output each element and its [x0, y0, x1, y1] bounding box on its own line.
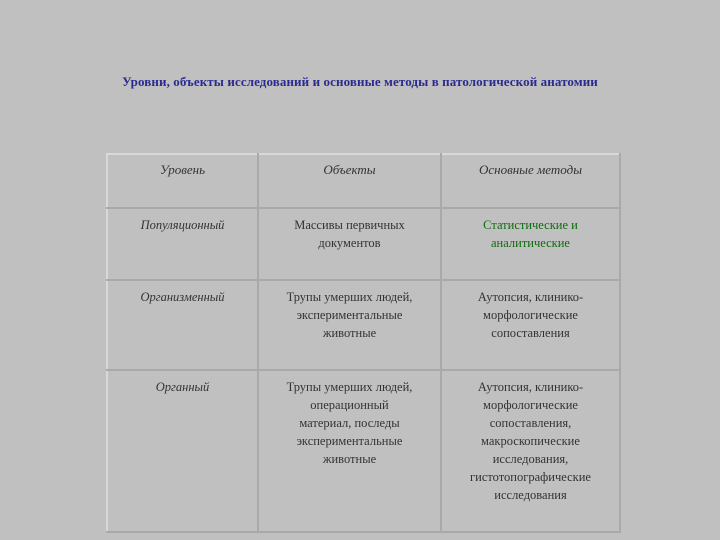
objects-cell: [258, 208, 441, 280]
objects-line: материал, последы: [299, 416, 400, 430]
methods-cell: [441, 208, 620, 280]
table-row: [107, 370, 620, 532]
objects-line: Трупы умерших людей,: [286, 290, 413, 304]
table-row: [107, 208, 620, 280]
header-objects: Объекты: [258, 154, 441, 208]
slide-title: Уровни, объекты исследований и основные методы в патологической анатомии: [122, 74, 598, 89]
header-level: Уровень: [107, 154, 258, 208]
methods-line: морфологические: [483, 308, 578, 322]
objects-line: экспериментальные: [296, 434, 403, 448]
objects-line: операционный: [310, 398, 389, 412]
methods-line: Аутопсия, клинико-: [477, 290, 584, 304]
objects-line: экспериментальные: [296, 308, 403, 322]
table-row: [107, 280, 620, 370]
levels-table: [106, 153, 621, 533]
objects-line: животные: [322, 452, 377, 466]
methods-line: сопоставления,: [489, 416, 572, 430]
header-methods: Основные методы: [441, 154, 620, 208]
objects-cell: [258, 370, 441, 532]
level-cell: Органный: [107, 370, 258, 532]
objects-cell: [258, 280, 441, 370]
methods-line: исследования: [494, 488, 567, 502]
methods-cell: [441, 370, 620, 532]
methods-line: аналитические: [491, 236, 570, 250]
methods-line: Статистические и: [483, 218, 578, 232]
methods-line: сопоставления: [491, 326, 570, 340]
objects-line: Трупы умерших людей,: [286, 380, 413, 394]
methods-line: гистотопографические: [470, 470, 591, 484]
methods-cell: [441, 280, 620, 370]
methods-line: морфологические: [483, 398, 578, 412]
methods-line: Аутопсия, клинико-: [477, 380, 584, 394]
objects-line: Массивы первичных: [294, 218, 405, 232]
methods-line: макроскопические: [481, 434, 580, 448]
table-header-row: [107, 154, 620, 208]
methods-line: исследования,: [492, 452, 569, 466]
level-cell: Организменный: [107, 280, 258, 370]
objects-line: животные: [322, 326, 377, 340]
level-cell: Популяционный: [107, 208, 258, 280]
objects-line: документов: [318, 236, 381, 250]
